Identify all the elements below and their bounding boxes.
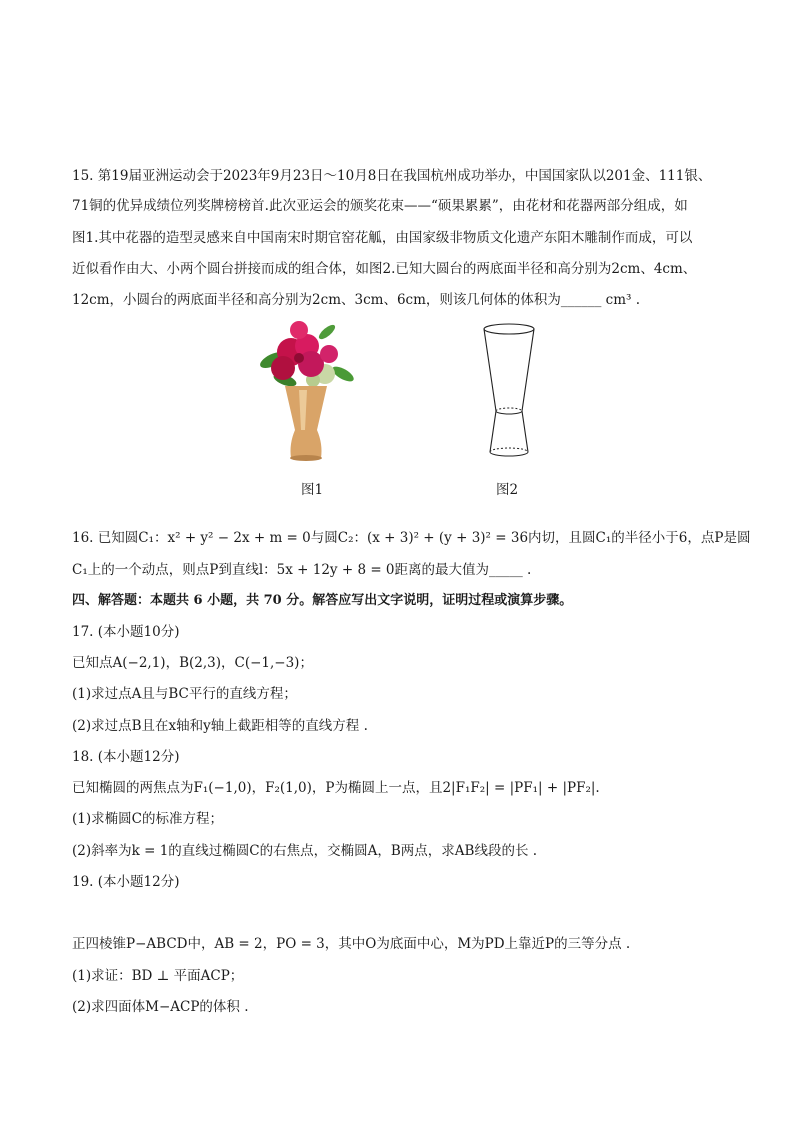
q17-title: 17. (本小题10分) [72,624,180,640]
frustum-diagram [482,322,536,462]
q15-line-5: 12cm，小圆台的两底面半径和高分别为2cm、3cm、6cm，则该几何体的体积为______ cm³ . [72,292,641,308]
q18-stem: 已知椭圆的两焦点为F₁(−1,0)，F₂(1,0)，P为椭圆上一点，且2|F₁F₂| = |PF₁| + |PF₂|. [72,780,600,796]
figure-1-caption: 图1 [301,482,324,498]
flower-vase-image [255,312,357,464]
q19-part-1: (1)求证：BD ⊥ 平面ACP； [72,968,244,984]
q19-title: 19. (本小题12分) [72,874,180,890]
q19-stem: 正四棱锥P−ABCD中，AB = 2，PO = 3，其中O为底面中心，M为PD上靠近P的三等分点 . [72,936,631,952]
q15-line-1: 15. 第19届亚洲运动会于2023年9月23日～10月8日在我国杭州成功举办，中国国家队以201金、111银、 [72,168,712,184]
q15-line-4: 近似看作由大、小两个圆台拼接而成的组合体，如图2.已知大圆台的两底面半径和高分别为2cm、4cm、 [72,261,697,277]
q17-part-1: (1)求过点A且与BC平行的直线方程； [72,686,297,702]
q17-stem: 已知点A(−2,1)，B(2,3)，C(−1,−3)； [72,655,313,671]
q18-title: 18. (本小题12分) [72,749,180,765]
q15-line-3: 图1.其中花器的造型灵感来自中国南宋时期官窑花觚，由国家级非物质文化遗产东阳木雕制作而成，可以 [72,230,693,246]
figure-2-caption: 图2 [496,482,519,498]
q16-line-2: C₁上的一个动点，则点P到直线l：5x + 12y + 8 = 0距离的最大值为_____ . [72,562,532,578]
q15-line-2: 71铜的优异成绩位列奖牌榜榜首.此次亚运会的颁奖花束——“硕果累累”，由花材和花器两部分组成，如 [72,198,688,214]
q18-part-2: (2)斜率为k = 1的直线过椭圆C的右焦点，交椭圆A，B两点，求AB线段的长 . [72,843,538,859]
section-4-heading: 四、解答题：本题共 6 小题，共 70 分。解答应写出文字说明，证明过程或演算步骤。 [72,593,573,608]
q16-line-1: 16. 已知圆C₁：x² + y² − 2x + m = 0与圆C₂：(x + 3)² + (y + 3)² = 36内切，且圆C₁的半径小于6，点P是圆 [72,530,751,546]
q19-part-2: (2)求四面体M−ACP的体积 . [72,999,249,1015]
q18-part-1: (1)求椭圆C的标准方程； [72,811,223,827]
q17-part-2: (2)求过点B且在x轴和y轴上截距相等的直线方程 . [72,718,368,734]
